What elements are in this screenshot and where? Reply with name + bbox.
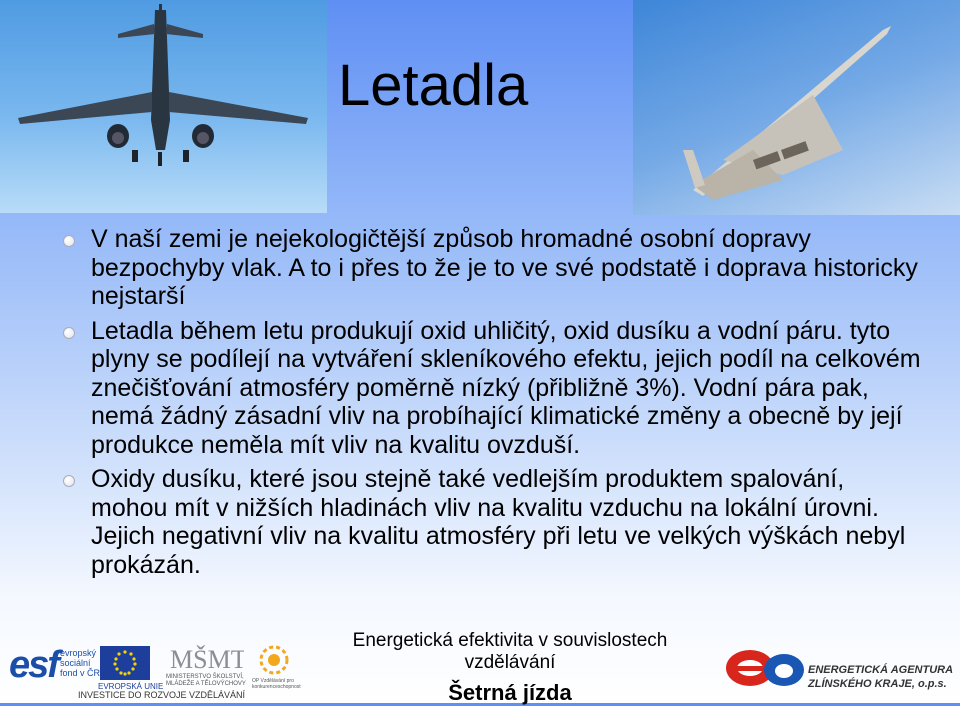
ea-logo-icon xyxy=(722,644,808,690)
invest-caption: INVESTICE DO ROZVOJE VZDĚLÁVÁNÍ xyxy=(78,690,246,700)
msmt-caption: MINISTERSTVO ŠKOLSTVÍ, MLÁDEŽE A TĚLOVÝCHOVY xyxy=(166,674,246,687)
op-caption: OP Vzdělávání pro konkurenceschopnost xyxy=(252,678,301,690)
bullet-item xyxy=(62,225,922,311)
bullet-icon xyxy=(63,475,75,487)
agency-name-line2: ZLÍNSKÉHO KRAJE, o.p.s. xyxy=(808,678,947,690)
footer-project-line2: vzdělávání xyxy=(464,652,556,673)
bullet-item xyxy=(62,465,922,579)
footer-project xyxy=(300,630,720,706)
footer-project-line1: Energetická efektivita v souvislostech xyxy=(352,630,668,651)
slide-title: Letadla xyxy=(338,53,529,118)
bullet-text: V naší zemi je nejekologičtější způsob hromadné osobní dopravy bezpochyby vlak. A to i přes to že je to ve své podstatě i doprava historicky nejstarší xyxy=(91,225,918,310)
eu-flag-icon xyxy=(100,646,150,680)
bullet-icon xyxy=(63,327,75,339)
agency-name-line1: ENERGETICKÁ AGENTURA xyxy=(808,664,954,676)
airliner-icon xyxy=(0,0,327,213)
svg-text:MŠMT: MŠMT xyxy=(170,645,244,674)
eu-caption: EVROPSKÁ UNIE xyxy=(98,682,164,691)
bullet-icon xyxy=(63,235,75,247)
esf-logo-text: esf xyxy=(9,644,58,686)
bullet-text: Letadla během letu produkují oxid uhličitý, oxid dusíku a vodní páru. tyto plyny se podílejí na vytváření skleníkového efektu, jejich podíl na celkovém znečišťování atmosféry poměrně nízký (přibližně 3%). Vodní pára pak, nemá žádný zásadní vliv na probíhající klimatické změny a obecně by její produkce neměla mít vliv na kvalitu ovzduší. xyxy=(91,316,921,459)
bullet-list xyxy=(62,225,922,585)
footer-project-title: Šetrná jízda xyxy=(448,680,572,705)
bullet-text: Oxidy dusíku, které jsou stejně také vedlejším produktem spalování, mohou mít v nižších hladinách vliv na kvalitu vzduchu na lokální úrovni. Jejich negativní vliv na kvalitu atmosféry při letu ve velkých výškách nebyl prokázán. xyxy=(91,465,906,579)
airliner-photo xyxy=(0,0,327,213)
concorde-icon xyxy=(633,0,960,215)
esf-caption: evropský sociální fond v ČR xyxy=(60,648,101,678)
concorde-photo xyxy=(633,0,960,215)
bullet-item xyxy=(62,317,922,460)
